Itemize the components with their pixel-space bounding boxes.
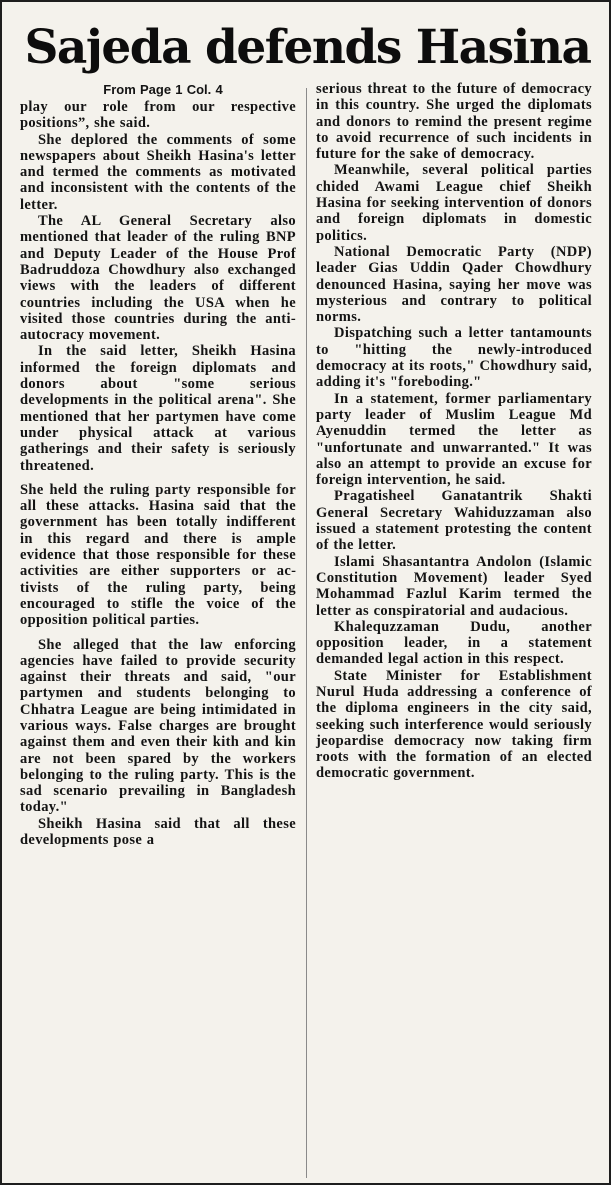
paragraph: State Minister for Establishment Nurul Huda addressing a conference of the diploma engineers in the city said, seeking such interference would seriously jeopardise democracy now taking firm roots with the formation of an elected democratic government. (316, 667, 592, 782)
paragraph: In a statement, former parliamentary party leader of Muslim League Md Ayenuddin termed the letter as "unfortunate and unwarranted." It was also an attempt to provide an excuse for foreign intervention, he said. (316, 390, 592, 489)
headline: Sajeda defends Hasina (24, 20, 591, 75)
paragraph: Dispatching such a letter tantamounts to "hitting the newly-introduced democracy at its roots," Chowdhury said, adding it's "foreboding." (316, 325, 592, 391)
continuation-note: From Page 1 Col. 4 (103, 82, 223, 97)
left-column (20, 81, 296, 848)
paragraph: She held the ruling party responsible for all these attacks. Hasina said that the government has been totally indifferent in this regard and there is ample evidence that those responsible for these activities are either supporters or activists of the ruling party, being encouraged to stifle the voice of the opposition political parties. (20, 481, 296, 629)
paragraph: She alleged that the law enforcing agencies have failed to provide security against their threats and said, "our partymen and students belonging to Chhatra League are being intimidated in various ways. False charges are brought against them and even their kith and kin are not been spared by the workers belonging to the ruling party. This is the sad scenario prevailing in Bangladesh today." (20, 636, 296, 816)
paragraph: The AL General Secretary also mentioned that leader of the ruling BNP and Deputy Leader of the House Prof Badruddoza Chowdhury also exchanged views with the leaders of different countries including the USA when he visited those countries during the anti-autocracy movement. (20, 213, 296, 344)
column-divider (306, 88, 307, 1178)
paragraph: Sheikh Hasina said that all these developments pose a (20, 815, 296, 849)
paragraph: National Democratic Party (NDP) leader Gias Uddin Qader Chowdhury denounced Hasina, saying her move was mysterious and contrary to political norms. (316, 243, 592, 326)
paragraph: play our role from our respective positions”, she said. (20, 99, 296, 132)
paragraph: Islami Shasantantra Andolon (Islamic Constitution Movement) leader Syed Mohammad Fazlul Karim termed the letter as conspiratorial and audacious. (316, 553, 592, 619)
right-column (316, 81, 592, 782)
paragraph: In the said letter, Sheikh Hasina informed the foreign diplomats and donors about "some serious developments in the political arena". She mentioned that her partymen have come under physical attack at various gatherings and their safety is seriously threatened. (20, 343, 296, 474)
paragraph: Meanwhile, several political parties chided Awami League chief Sheikh Hasina for seeking intervention of donors and foreign diplomats in domestic politics. (316, 162, 592, 244)
paragraph: Khalequzzaman Dudu, another opposition leader, in a statement demanded legal action in this respect. (316, 618, 592, 668)
paragraph: Pragatisheel Ganatantrik Shakti General Secretary Wahiduzzaman also issued a statement protesting the content of the letter. (316, 488, 592, 554)
paragraph: serious threat to the future of democracy in this country. She urged the diplomats and donors to remind the present regime to avoid recurrence of such incidents in future for the sake of democracy. (316, 81, 592, 163)
paragraph: She deplored the comments of some newspapers about Sheikh Hasina's letter and termed the comments as motivated and inconsistent with the contents of the letter. (20, 131, 296, 213)
